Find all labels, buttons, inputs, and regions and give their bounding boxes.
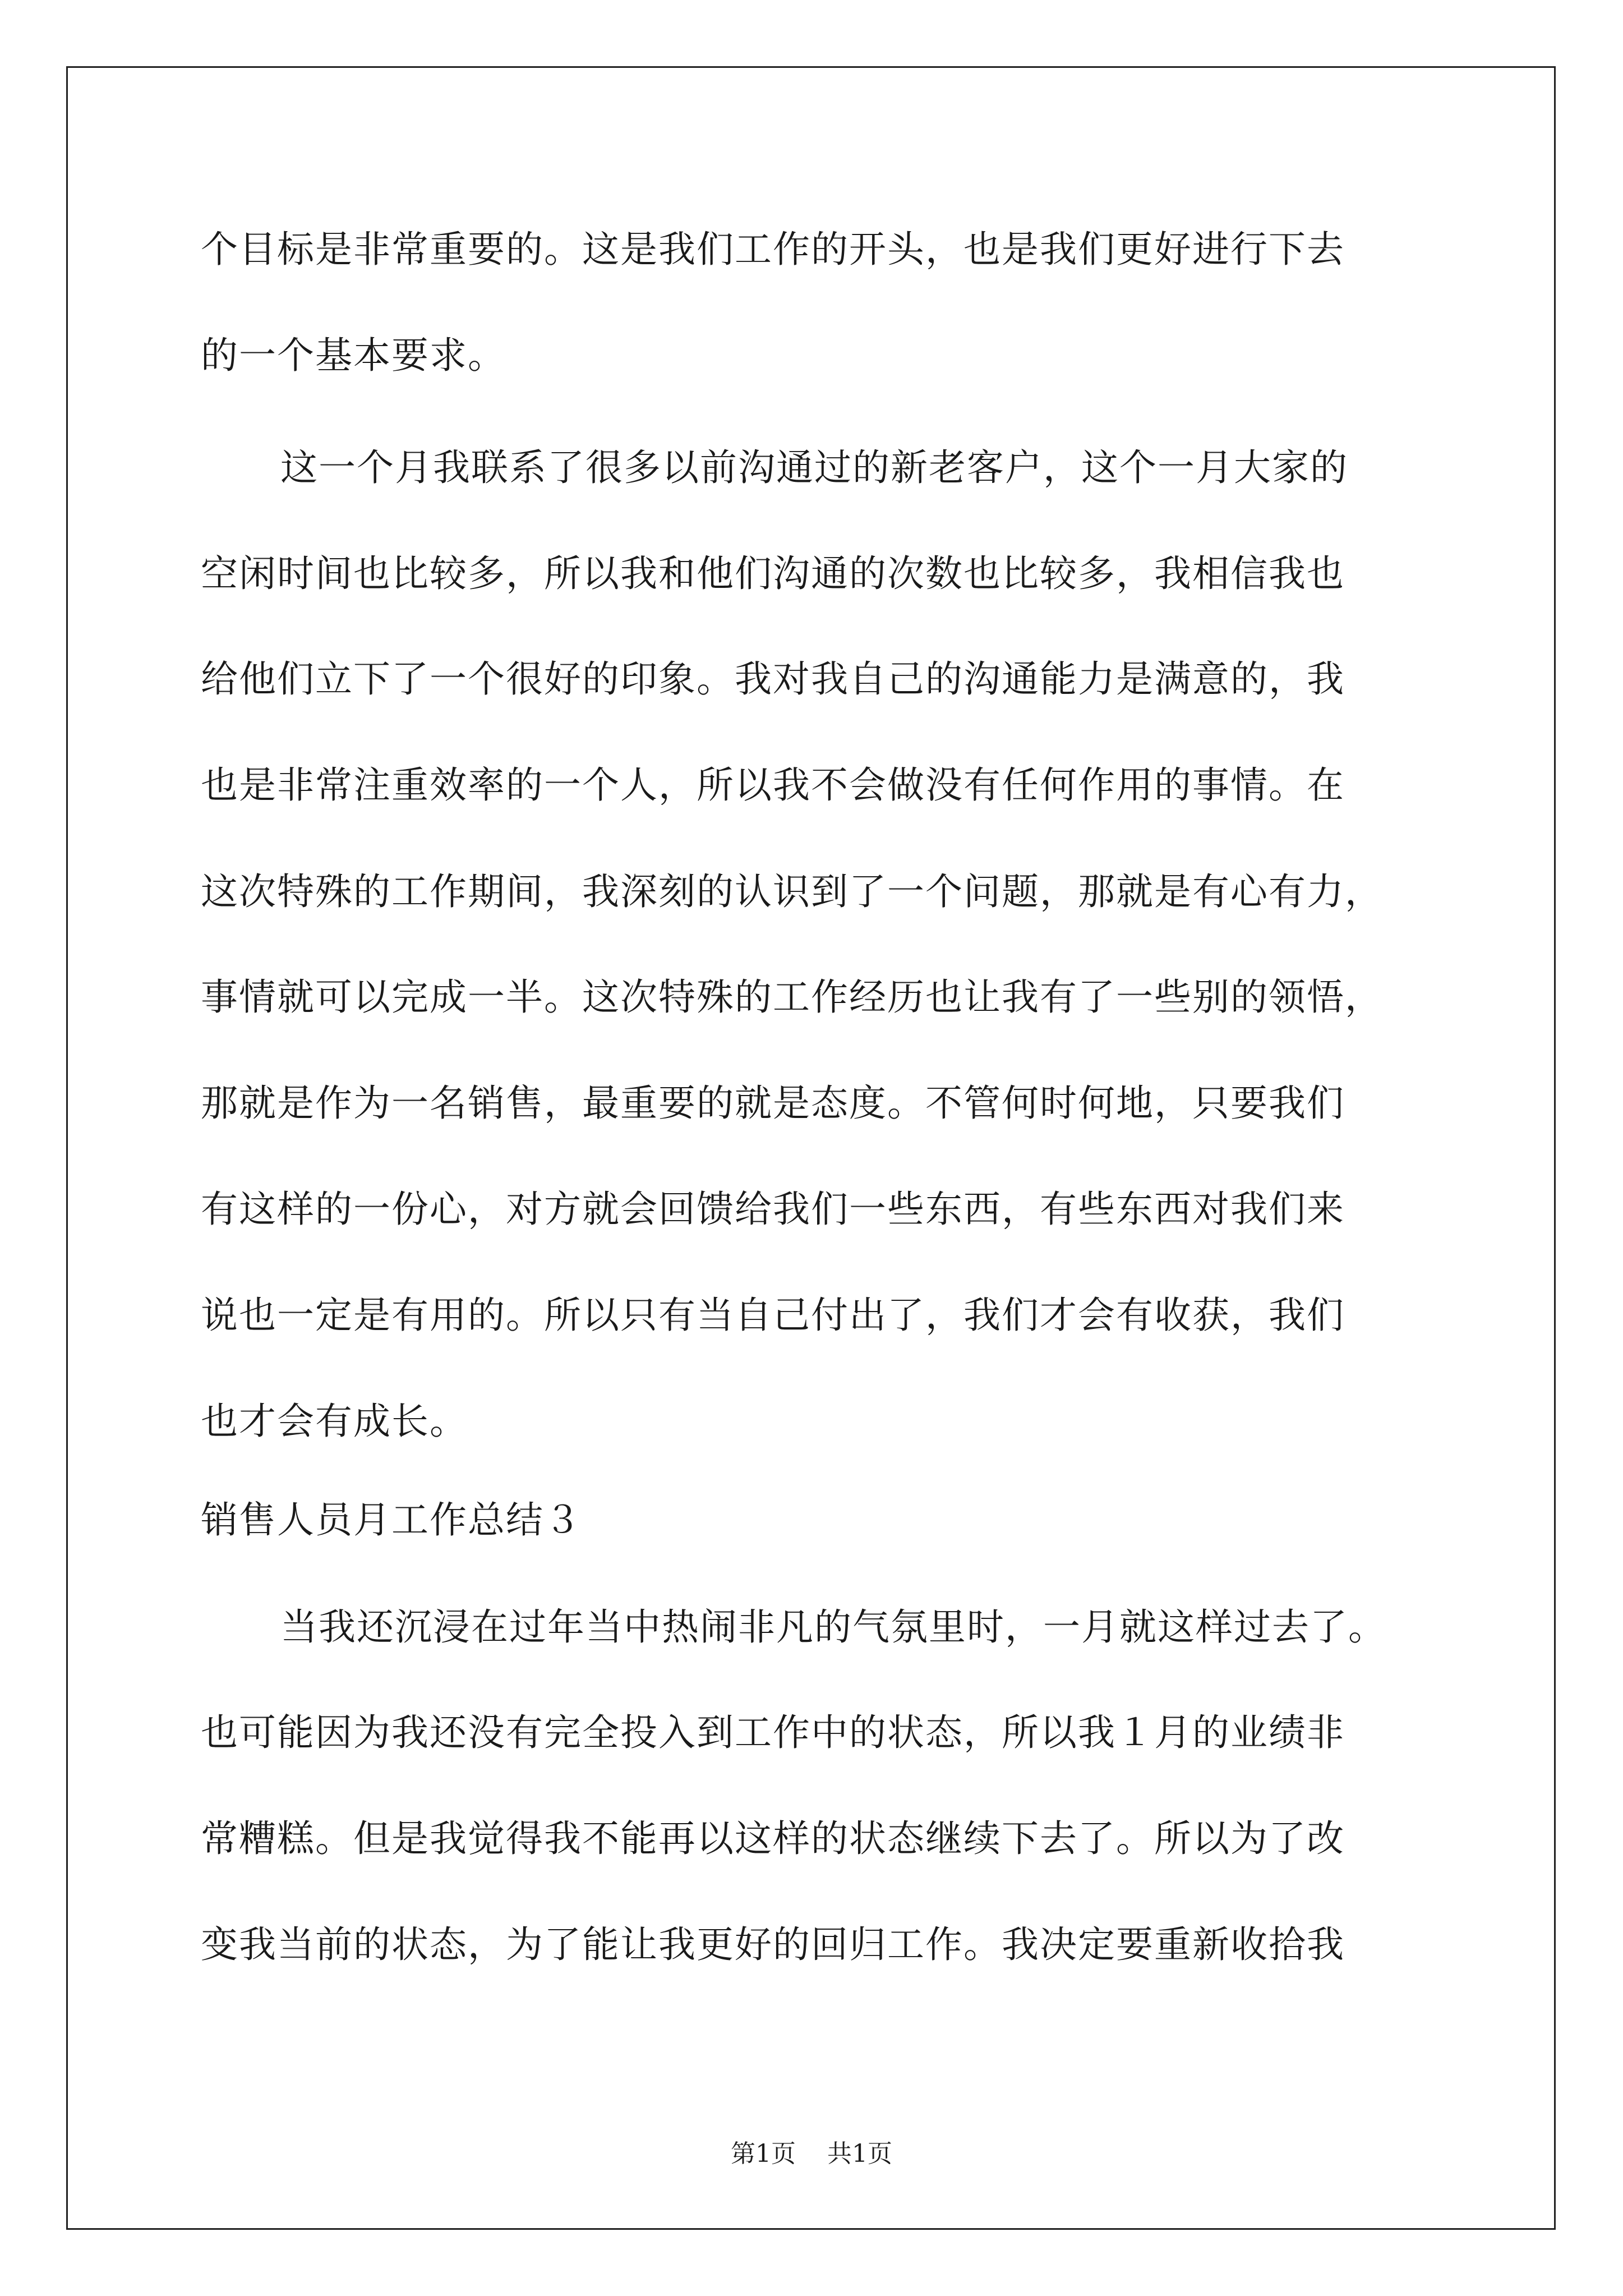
text-line: 个目标是非常重要的。这是我们工作的开头，也是我们更好进行下去: [201, 228, 1345, 271]
text-line: 当我还沉浸在过年当中热闹非凡的气氛里时，一月就这样过去了。: [280, 1605, 1386, 1649]
text-line: 那就是作为一名销售，最重要的就是态度。不管何时何地，只要我们: [201, 1082, 1345, 1125]
text-line: 变我当前的状态，为了能让我更好的回归工作。我决定要重新收拾我: [201, 1923, 1345, 1966]
text-line: 说也一定是有用的。所以只有当自己付出了，我们才会有收获，我们: [201, 1294, 1345, 1337]
text-line: 这一个月我联系了很多以前沟通过的新老客户，这个一月大家的: [280, 446, 1348, 489]
text-line: 也是非常注重效率的一个人，所以我不会做没有任何作用的事情。在: [201, 763, 1345, 807]
text-line: 事情就可以完成一半。这次特殊的工作经历也让我有了一些别的领悟，: [201, 976, 1383, 1019]
page-footer: [0, 2137, 1623, 2171]
text-line: 常糟糕。但是我觉得我不能再以这样的状态继续下去了。所以为了改: [201, 1817, 1345, 1860]
text-line: 这次特殊的工作期间，我深刻的认识到了一个问题，那就是有心有力，: [201, 870, 1383, 913]
page-number-current: 第1页: [731, 2139, 796, 2168]
text-line: 也才会有成长。: [201, 1400, 468, 1443]
text-line: 空闲时间也比较多，所以我和他们沟通的次数也比较多，我相信我也: [201, 552, 1345, 595]
text-line: 有这样的一份心，对方就会回馈给我们一些东西，有些东西对我们来: [201, 1188, 1345, 1231]
section-heading: 销售人员月工作总结３: [201, 1498, 582, 1542]
text-line: 给他们立下了一个很好的印象。我对我自己的沟通能力是满意的，我: [201, 657, 1345, 701]
text-line: 也可能因为我还没有完全投入到工作中的状态，所以我１月的业绩非: [201, 1711, 1345, 1754]
page-number-total: 共1页: [827, 2139, 892, 2168]
page-border: [66, 66, 1556, 2230]
text-line: 的一个基本要求。: [201, 334, 506, 377]
